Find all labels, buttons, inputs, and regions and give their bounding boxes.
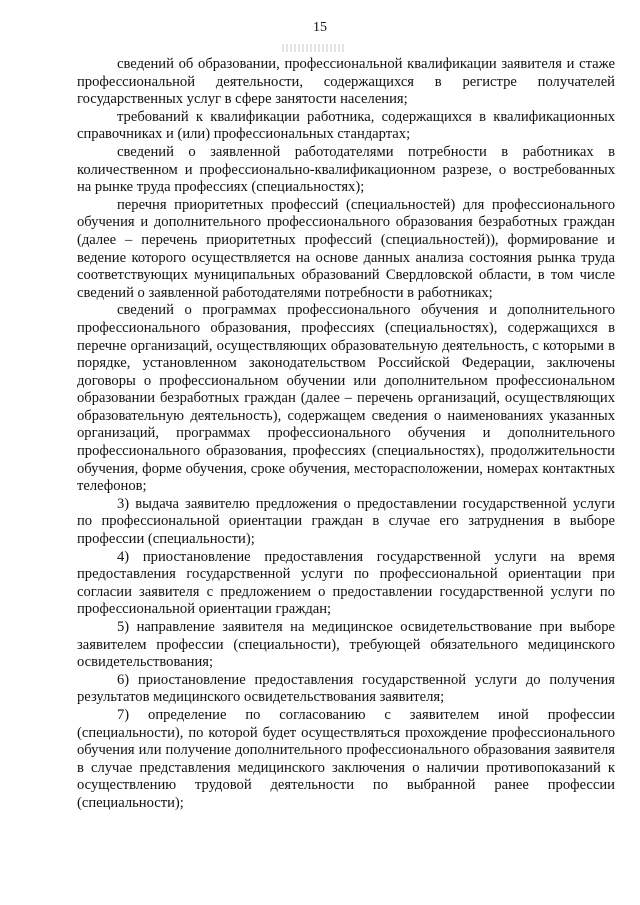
paragraph: требований к квалификации работника, содержащихся в квалификационных справочниках и (или) профессиональных стандартах; (77, 108, 615, 143)
paragraph: сведений об образовании, профессиональной квалификации заявителя и стаже профессиональной деятельности, содержащихся в регистре получателей государственных услуг в сфере занятости населения; (77, 56, 615, 108)
paragraph: 7) определение по согласованию с заявителем иной профессии (специальности), по которой будет осуществляться прохождение профессионального обучения или получение дополнительного профессионального образования заявителя в случае представления медицинского заключения о наличии противопоказаний к осуществлению трудовой деятельности по выбранной ранее профессии (специальности); (77, 706, 615, 811)
paragraph: 3) выдача заявителю предложения о предоставлении государственной услуги по профессиональной ориентации граждан в случае его затруднения в выборе профессии (специальности); (77, 495, 615, 548)
paragraph: 6) приостановление предоставления государственной услуги до получения результатов медицинского освидетельствования заявителя; (77, 671, 615, 706)
paragraph: 5) направление заявителя на медицинское освидетельствование при выборе заявителем профессии (специальности), требующей обязательного медицинского освидетельствования; (77, 619, 615, 671)
page-number: 15 (313, 20, 327, 35)
document-body (77, 56, 615, 813)
paragraph: перечня приоритетных профессий (специальностей) для профессионального обучения и дополнительного профессионального образования безработных граждан (далее – перечень приоритетных профессий (специальностей)), формирование и ведение которого осуществляется на основе данных анализа состояния рынка труда соответствующих муниципальных образований Свердловской области, в том числе сведений о заявленной работодателями потребности в работниках; (77, 196, 615, 301)
paragraph: 4) приостановление предоставления государственной услуги на время предоставления государственной услуги по профессиональной ориентации при согласии заявителя с предложением о предоставлении государственной услуги по профессиональной ориентации граждан; (77, 548, 615, 618)
paragraph: сведений о программах профессионального обучения и дополнительного профессионального образования, профессиях (специальностях), содержащихся в перечне организаций, осуществляющих образовательную деятельность, с которыми в порядке, установленном законодательством Российской Федерации, заключены договоры о профессиональном обучении или дополнительном профессиональном образовании безработных граждан (далее – перечень организаций, осуществляющих образовательную деятельность), содержащем сведения о наименованиях указанных организаций, программах профессионального обучения и дополнительного профессионального образования, профессиях (специальностях), продолжительности обучения, форме обучения, сроке обучения, месторасположении, номерах контактных телефонов; (77, 302, 615, 495)
faint-stamp-mark (282, 44, 346, 52)
paragraph: сведений о заявленной работодателями потребности в работниках в количественном и профессионально-квалификационном разрезе, о востребованных на рынке труда профессиях (специальностях); (77, 143, 615, 196)
